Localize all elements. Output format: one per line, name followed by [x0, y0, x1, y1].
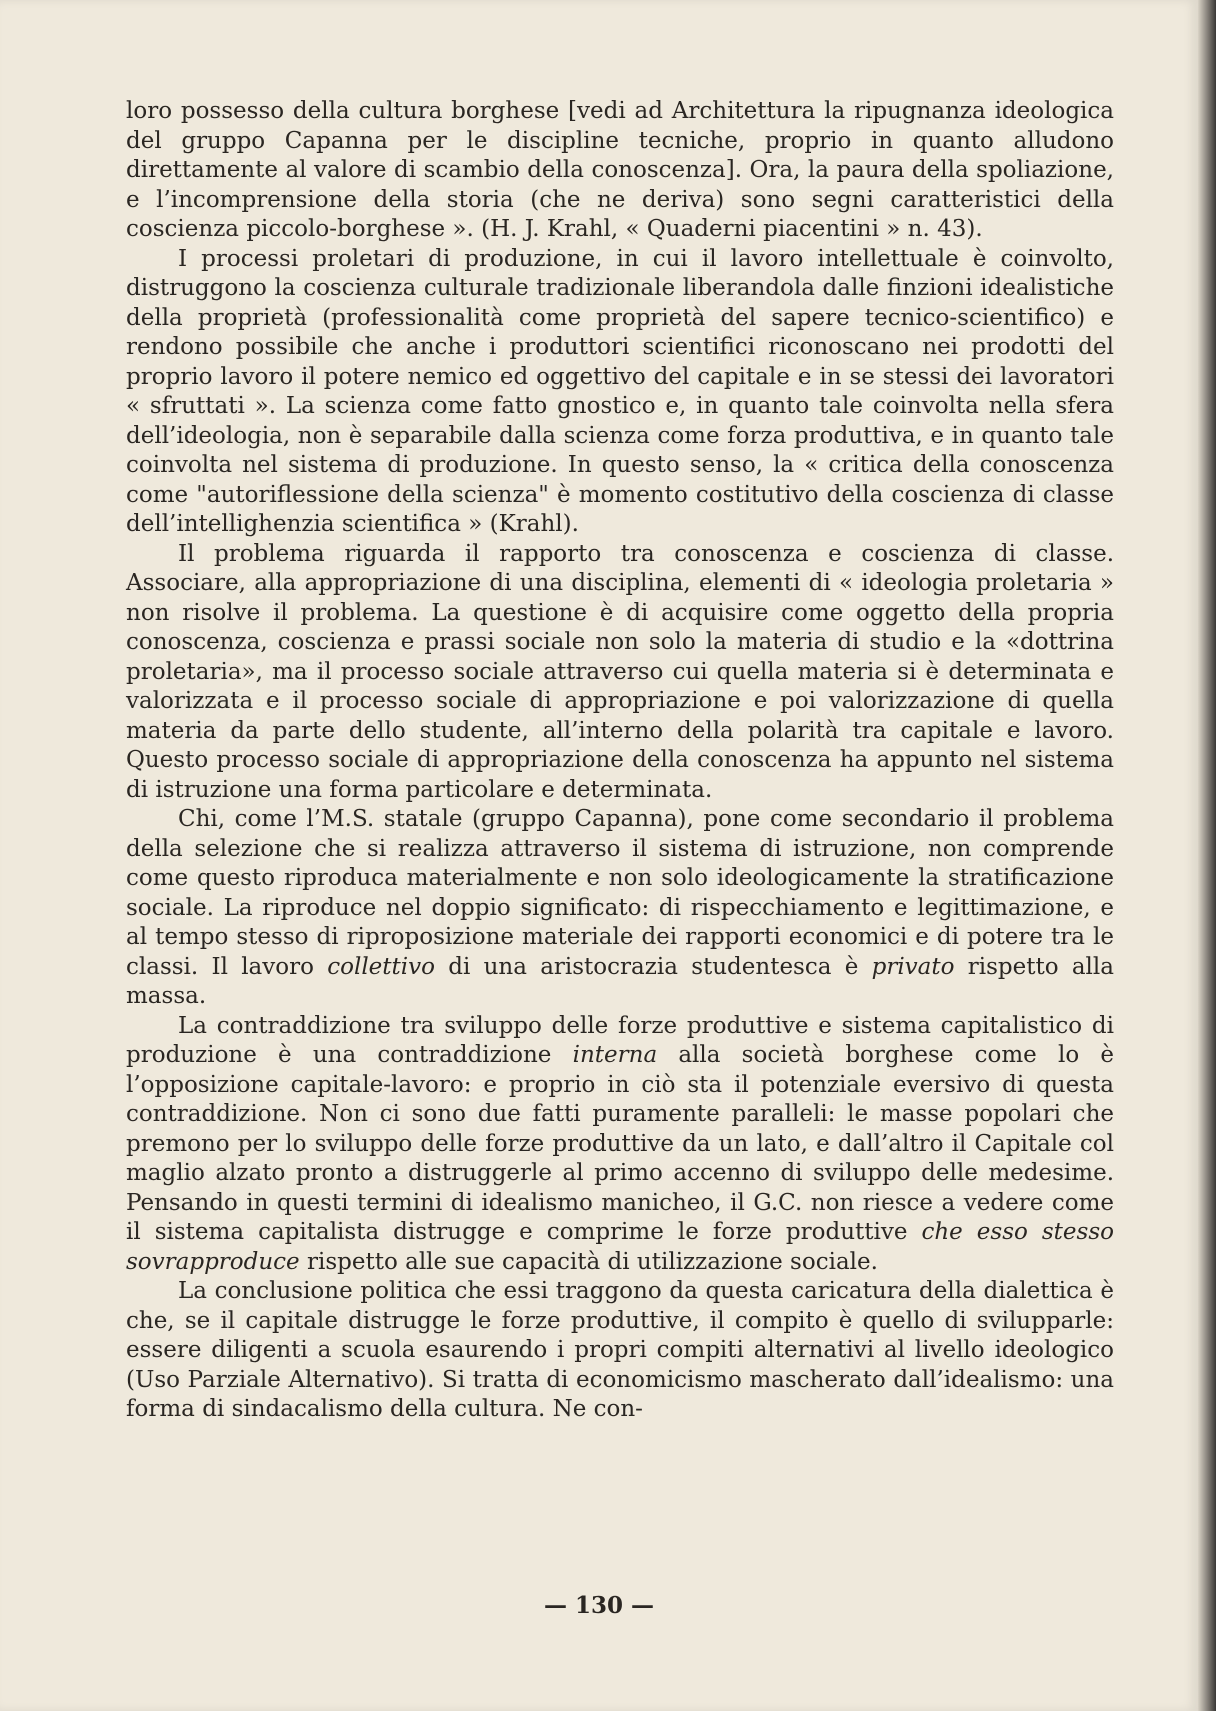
paragraph: [126, 97, 1114, 245]
text-segment: Chi, come l’M.S. statale (gruppo Capanna), pone come secondario il problema della selezione che si realizza attraverso il sistema di istruzione, non comprende come questo riproduca materialmente e non solo ideologicamente la stratificazione sociale. La riproduce nel doppio significato: di rispecchiamento e legittimazione, e al tempo stesso di riproposizione materiale dei rapporti economici e di potere tra le classi. Il lavoro: [126, 806, 1114, 980]
paragraph: [126, 245, 1114, 540]
italic-text: interna: [572, 1042, 658, 1068]
text-segment: Il problema riguarda il rapporto tra conoscenza e coscienza di classe. Associare, alla appropriazione di una disciplina, elementi di « ideologia proletaria » non risolve il problema. La questione è di acquisire come oggetto della propria conoscenza, coscienza e prassi sociale non solo la materia di studio e la «dottrina proletaria», ma il processo sociale attraverso cui quella materia si è determinata e valorizzata e il processo sociale di appropriazione e poi valorizzazione di quella materia da parte dello studente, all’interno della polarità tra capitale e lavoro. Questo processo sociale di appropriazione della conoscenza ha appunto nel sistema di istruzione una forma particolare e determinata.: [126, 540, 1114, 803]
text-segment: rispetto alle sue capacità di utilizzazione sociale.: [299, 1248, 878, 1275]
text-segment: alla società borghese come lo è l’opposizione capitale-lavoro: e proprio in ciò sta il potenziale eversivo di questa contraddizione. Non ci sono due fatti puramente paralleli: le masse popolari che premono per lo sviluppo delle forze produttive da un lato, e dall’altro il Capitale col maglio alzato pronto a distruggerle al primo accenno di sviluppo delle medesime. Pensando in questi termini di idealismo manicheo, il G.C. non riesce a vedere come il sistema capitalista distrugge e comprime le forze produttive: [126, 1042, 1114, 1245]
body-text: [126, 97, 1114, 1425]
text-segment: I processi proletari di produzione, in cui il lavoro intellettuale è coinvolto, distruggono la coscienza culturale tradizionale liberandola dalle finzioni idealistiche della proprietà (professionalità come proprietà del sapere tecnico-scientifico) e rendono possibile che anche i produttori scientifici riconoscano nei prodotti del proprio lavoro il potere nemico ed oggettivo del capitale e in se stessi dei lavoratori « sfruttati ». La scienza come fatto gnostico e, in quanto tale coinvolta nella sfera dell’ideologia, non è separabile dalla scienza come forza produttiva, e in quanto tale coinvolta nel sistema di produzione. In questo senso, la « critica della conoscenza come "autoriflessione della scienza" è momento costitutivo della coscienza di classe dell’intellighenzia scientifica » (Krahl).: [126, 245, 1114, 537]
text-segment: La contraddizione tra sviluppo delle forze produttive e sistema capitalistico di produzione è una contraddizione: [126, 1012, 1114, 1068]
italic-text: privato: [871, 953, 955, 980]
text-segment: rispetto alla massa.: [126, 953, 1114, 1009]
paragraph: [126, 540, 1114, 806]
text-segment: loro possesso della cultura borghese [vedi ad Architettura la ripugnanza ideologica del gruppo Capanna per le discipline tecniche, proprio in quanto alludono direttamente al valore di scambio della conoscenza]. Ora, la paura della spoliazione, e l’incomprensione della storia (che ne deriva) sono segni caratteristici della coscienza piccolo-borghese ». (H. J. Krahl, « Quaderni piacentini » n. 43).: [126, 98, 1114, 242]
paragraph: [126, 1277, 1114, 1425]
text-segment: di una aristocrazia studentesca è: [434, 953, 872, 980]
paragraph: [126, 805, 1114, 1012]
text-segment: La conclusione politica che essi traggono da questa caricatura della dialettica è che, se il capitale distrugge le forze produttive, il compito è quello di svilupparle: essere diligenti a scuola esaurendo i propri compiti alternativi al livello ideologico (Uso Parziale Alternativo). Si tratta di economicismo mascherato dall’idealismo: una forma di sindacalismo della cultura. Ne con-: [126, 1278, 1114, 1422]
paragraph: [126, 1012, 1114, 1278]
page-edge: [1198, 0, 1216, 1711]
italic-text: collettivo: [327, 953, 435, 980]
page-number: — 130 —: [543, 1592, 655, 1619]
italic-text: che esso stesso sovrapproduce: [126, 1219, 1114, 1275]
